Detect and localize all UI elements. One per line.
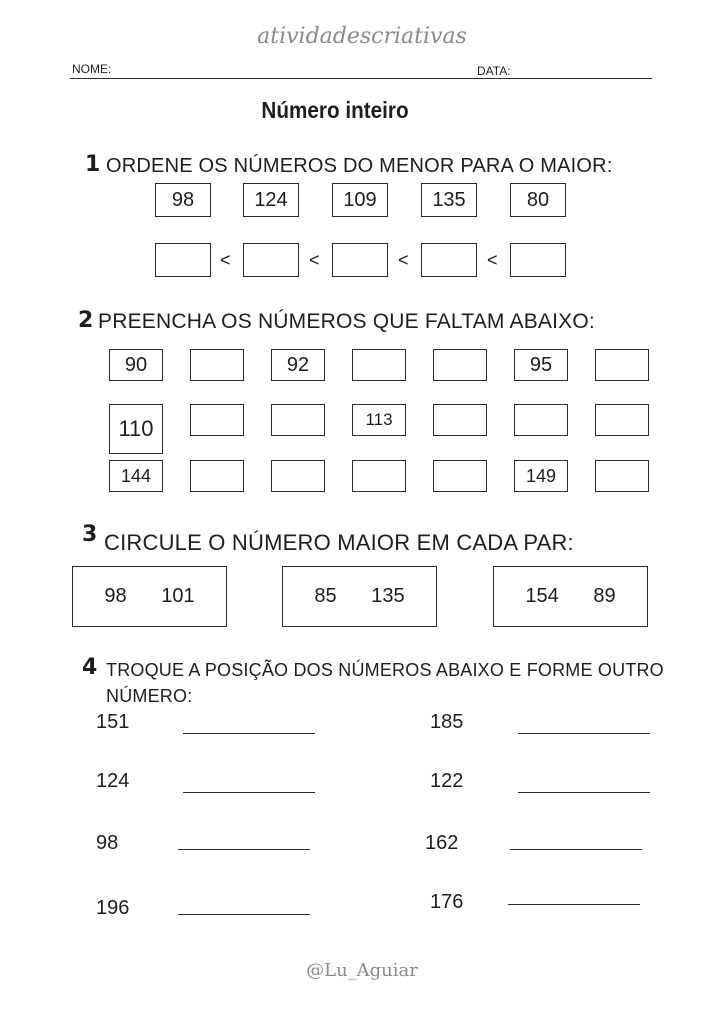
q2-cell[interactable] — [514, 404, 568, 436]
q4-answer-line[interactable] — [518, 792, 650, 793]
q3-pair-number[interactable]: 154 — [525, 585, 559, 607]
q2-cell: 149 — [514, 460, 568, 492]
q1-number-box: 80 — [510, 183, 566, 217]
q2-cell: 92 — [271, 349, 325, 381]
footer-handle: @Lu_Aguiar — [306, 960, 418, 981]
less-than-sign: < — [398, 250, 409, 270]
q1-number-box: 135 — [421, 183, 477, 217]
header-rule — [70, 78, 652, 79]
q1-number-box: 98 — [155, 183, 211, 217]
q1-answer-box[interactable] — [421, 243, 477, 277]
q1-number: 1 — [85, 152, 101, 177]
q2-cell: 95 — [514, 349, 568, 381]
less-than-sign: < — [220, 250, 231, 270]
page-title: Número inteiro — [261, 97, 409, 123]
q3-number: 3 — [82, 522, 98, 547]
q2-instruction: PREENCHA OS NÚMEROS QUE FALTAM ABAIXO: — [98, 310, 595, 333]
q2-cell[interactable] — [595, 349, 649, 381]
q1-answer-box[interactable] — [155, 243, 211, 277]
q2-cell: 110 — [109, 404, 163, 454]
q3-instruction: CIRCULE O NÚMERO MAIOR EM CADA PAR: — [104, 530, 574, 555]
q2-cell[interactable] — [595, 404, 649, 436]
q2-cell[interactable] — [190, 349, 244, 381]
q3-pair-box[interactable] — [493, 566, 648, 627]
q4-right-number: 185 — [430, 711, 464, 733]
q1-answer-box[interactable] — [510, 243, 566, 277]
q3-pair-box[interactable] — [282, 566, 437, 627]
less-than-sign: < — [487, 250, 498, 270]
q2-cell[interactable] — [271, 460, 325, 492]
q1-number-box: 109 — [332, 183, 388, 217]
brand-text: atividadescriativas — [257, 24, 467, 49]
q2-cell[interactable] — [190, 460, 244, 492]
q4-answer-line[interactable] — [183, 733, 315, 734]
q4-right-number: 122 — [430, 770, 464, 792]
q2-cell[interactable] — [352, 349, 406, 381]
q4-right-number: 176 — [430, 891, 464, 913]
q4-answer-line[interactable] — [508, 904, 640, 905]
q3-pair-number[interactable]: 89 — [593, 585, 616, 607]
q4-right-number: 162 — [425, 832, 459, 854]
q2-cell[interactable] — [595, 460, 649, 492]
q2-number: 2 — [78, 308, 94, 333]
q2-cell[interactable] — [271, 404, 325, 436]
q1-answer-box[interactable] — [332, 243, 388, 277]
q2-cell[interactable] — [190, 404, 244, 436]
q4-number: 4 — [82, 655, 98, 680]
q3-pair-number[interactable]: 135 — [371, 585, 405, 607]
q4-left-number: 151 — [96, 711, 130, 733]
name-label: NOME: — [72, 62, 112, 76]
q3-pair-number[interactable]: 101 — [161, 585, 195, 607]
q2-cell[interactable] — [433, 349, 487, 381]
q1-answer-box[interactable] — [243, 243, 299, 277]
q4-answer-line[interactable] — [183, 792, 315, 793]
q1-number-box: 124 — [243, 183, 299, 217]
q4-answer-line[interactable] — [510, 849, 642, 850]
q3-pair-number[interactable]: 85 — [314, 585, 337, 607]
q1-instruction: ORDENE OS NÚMEROS DO MENOR PARA O MAIOR: — [106, 155, 613, 177]
q4-left-number: 98 — [96, 832, 119, 854]
q4-answer-line[interactable] — [178, 849, 310, 850]
q4-left-number: 196 — [96, 897, 130, 919]
date-label: DATA: — [477, 64, 511, 78]
q2-cell[interactable] — [433, 404, 487, 436]
q2-cell[interactable] — [352, 460, 406, 492]
q3-pair-box[interactable] — [72, 566, 227, 627]
q3-pair-number[interactable]: 98 — [104, 585, 127, 607]
q4-answer-line[interactable] — [178, 914, 310, 915]
less-than-sign: < — [309, 250, 320, 270]
q4-instruction-line2: NÚMERO: — [106, 686, 193, 706]
q2-cell: 113 — [352, 404, 406, 436]
q2-cell[interactable] — [433, 460, 487, 492]
q4-instruction-line1: TROQUE A POSIÇÃO DOS NÚMEROS ABAIXO E FORME OUTRO — [106, 660, 664, 680]
q4-answer-line[interactable] — [518, 733, 650, 734]
q4-left-number: 124 — [96, 770, 130, 792]
q2-cell: 90 — [109, 349, 163, 381]
q2-cell: 144 — [109, 460, 163, 492]
